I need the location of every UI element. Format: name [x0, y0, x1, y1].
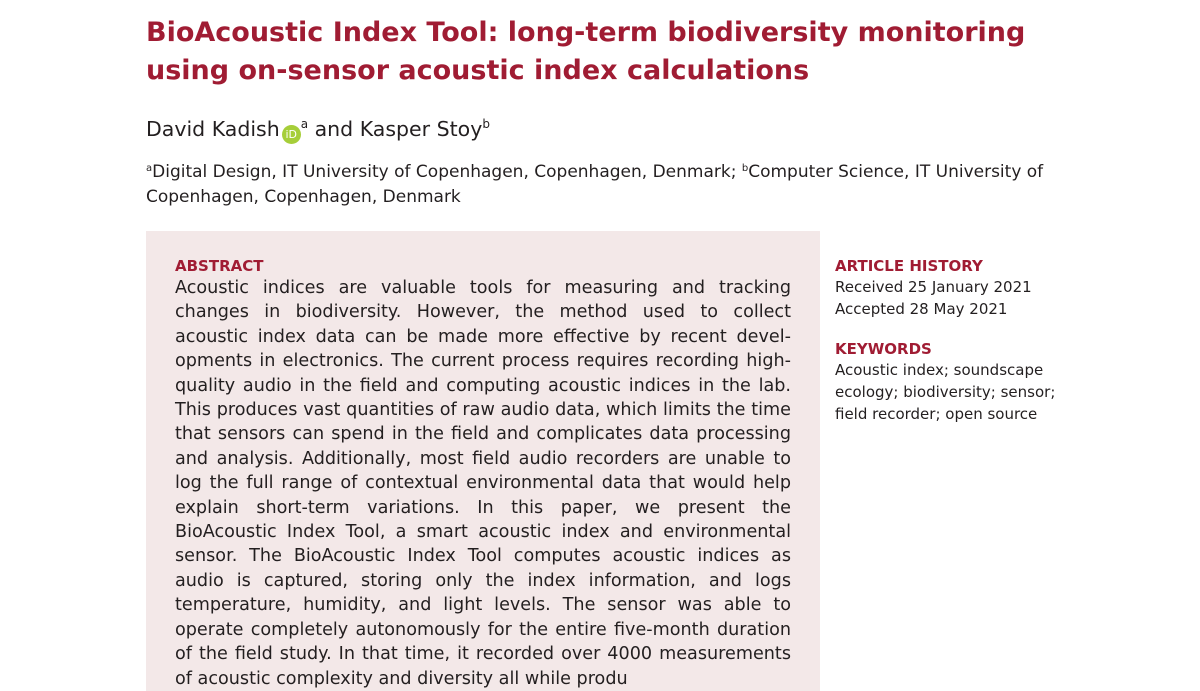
abstract-text: Acoustic indices are valuable tools for measuring and tracking changes in biodiversity. However, the method used to collect acoustic index data can be made more effective by recent developments in electronics. The current process requires recording high-quality audio in the field and computing acoustic indices in the lab. This produces vast quantities of raw audio data, which limits the time that sensors can spend in the field and complicates data processing and analysis. Additionally, most field audio recorders are unable to log the full range of contextual environmental data that would help explain short-term variations. In this paper, we present the BioAcoustic Index Tool, a smart acoustic index and environmental sensor. The BioAcoustic Index Tool computes acoustic indices as audio is captured, storing only the index information, and logs temperature, humidity, and light levels. The sensor was able to operate completely autonomously for the entire five-month duration of the field study. In that time, it recorded over 4000 measurements of acoustic complexity and diversity all while produ [175, 278, 791, 689]
abstract-heading: ABSTRACT [175, 257, 264, 275]
keywords-line: Acoustic index; soundscape [835, 361, 1044, 379]
article-history [835, 256, 1075, 320]
keywords-heading: KEYWORDS [835, 340, 932, 358]
author-name[interactable]: Kasper Stoy [359, 117, 483, 141]
affiliation-text: Digital Design, IT University of Copenhagen, Copenhagen, Denmark; [152, 162, 742, 182]
affiliation-marker: a [146, 163, 153, 174]
affiliation-marker: a [300, 117, 309, 131]
author-line [146, 110, 490, 144]
author-connector: and [308, 117, 360, 141]
orcid-icon[interactable]: iD [282, 125, 301, 144]
affiliation-marker: b [482, 117, 490, 131]
affiliation-marker: b [741, 163, 749, 174]
keywords-line: ecology; biodiversity; sensor; [835, 383, 1056, 401]
author-name[interactable]: David Kadish [146, 117, 280, 141]
keywords-section [835, 339, 1075, 425]
keywords-line: field recorder; open source [835, 405, 1038, 423]
article-history-heading: ARTICLE HISTORY [835, 257, 983, 275]
affiliations [146, 156, 1066, 210]
accepted-date: Accepted 28 May 2021 [835, 300, 1008, 318]
received-date: Received 25 January 2021 [835, 278, 1032, 296]
paper-title: BioAcoustic Index Tool: long-term biodiversity monitoring using on-sensor acoustic index calculations [146, 17, 1026, 86]
affiliation-text: Computer Science, IT University of Copenhagen, Copenhagen, Denmark [146, 162, 1044, 207]
